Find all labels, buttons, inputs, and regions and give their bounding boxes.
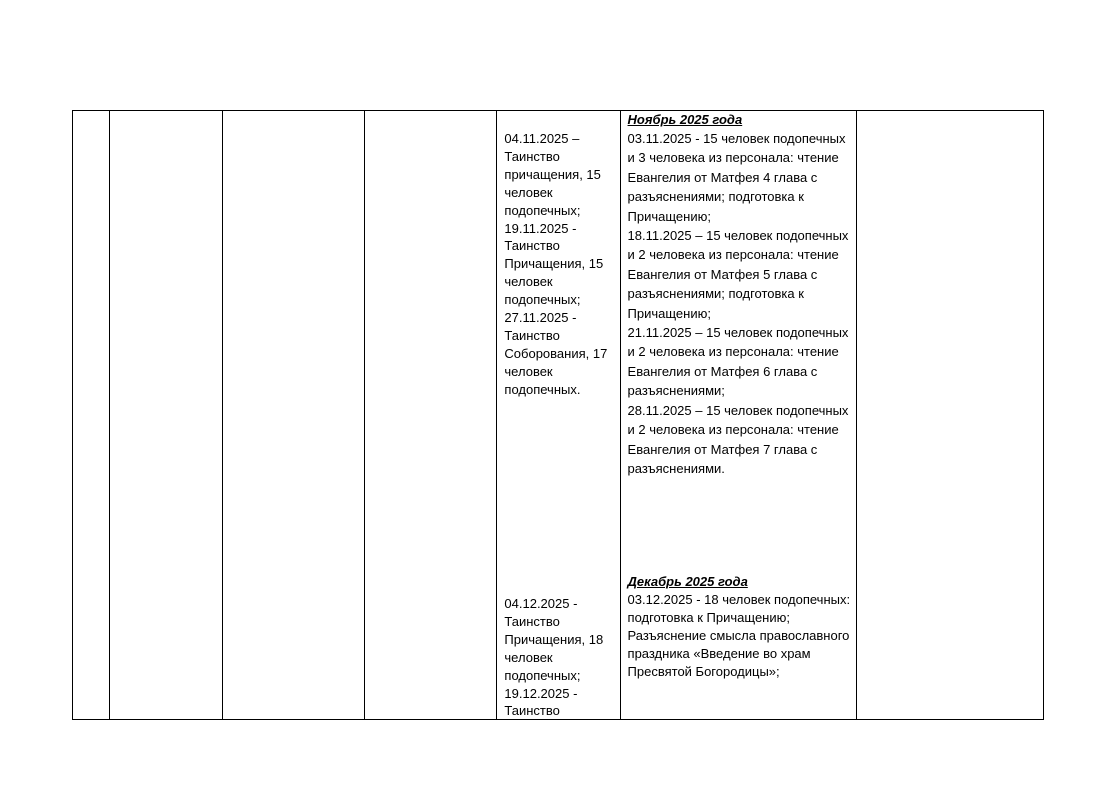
- cell-sacraments: [497, 111, 620, 720]
- reading-entry: 28.11.2025 – 15 человек подопечных и 2 человека из персонала: чтение Евангелия от Матфея 7 глава с разъяснениями.: [627, 402, 849, 476]
- reading-entry: 21.11.2025 – 15 человек подопечных и 2 человека из персонала: чтение Евангелия от Матфея 6 глава с разъяснениями;: [627, 325, 849, 399]
- sacrament-entry: 27.11.2025 - Таинство Соборования, 17 человек подопечных.: [504, 310, 608, 397]
- cell-empty-3: [223, 111, 365, 720]
- sacrament-entry: 19.12.2025 - Таинство: [504, 685, 578, 719]
- month-title-november: Ноябрь 2025 года: [627, 112, 743, 127]
- readings-december: [628, 573, 854, 681]
- sacrament-entry: 04.11.2025 – Таинство причащения, 15 человек подопечных;: [504, 131, 601, 218]
- sacrament-entry: 19.11.2025 - Таинство Причащения, 15 человек подопечных;: [504, 220, 604, 308]
- sacraments-december: [504, 595, 616, 720]
- cell-empty-2: [110, 111, 223, 720]
- reading-entry: 03.11.2025 - 15 человек подопечных и 3 человека из персонала: чтение Евангелия от Матфея 4 глава с разъяснениями; подготовка к Причащению;: [627, 131, 846, 224]
- reading-entry: 18.11.2025 – 15 человек подопечных и 2 человека из персонала: чтение Евангелия от Матфея 5 глава с разъяснениями; подготовка к Причащению;: [627, 228, 849, 321]
- cell-number: [73, 111, 110, 720]
- sacraments-november: [504, 130, 616, 399]
- reading-entry: 03.12.2025 - 18 человек подопечных: подготовка к Причащению; Разъяснение смысла православного праздника «Введение во храм Пресвятой Богородицы»;: [627, 592, 851, 679]
- readings-november: [628, 111, 854, 478]
- report-table: [72, 110, 1044, 720]
- sacrament-entry: 04.12.2025 - Таинство Причащения, 18 человек подопечных;: [504, 596, 604, 683]
- month-title-december: Декабрь 2025 года: [627, 574, 748, 589]
- cell-readings: [620, 111, 856, 720]
- cell-empty-4: [365, 111, 497, 720]
- cell-notes: [856, 111, 1043, 720]
- table-row: [73, 111, 1044, 720]
